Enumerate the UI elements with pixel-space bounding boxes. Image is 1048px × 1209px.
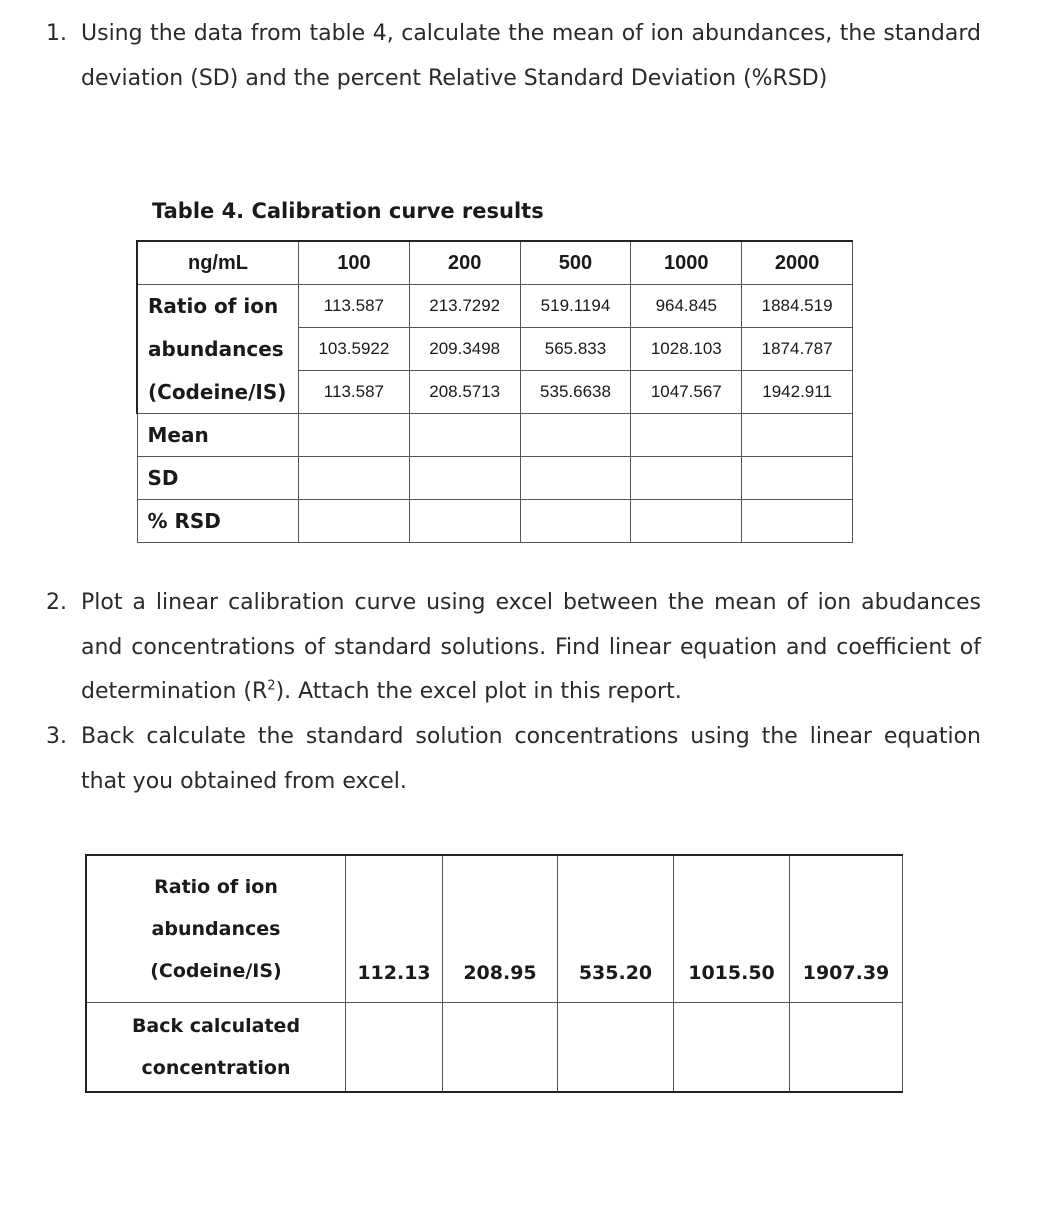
table-cell: 1907.39 (790, 855, 903, 1003)
question-2 (46, 581, 981, 715)
empty-cell (520, 457, 631, 500)
table-cell: 1884.519 (742, 285, 853, 328)
question-text-part: ). Attach the excel plot in this report. (275, 679, 682, 704)
table-cell: 519.1194 (520, 285, 631, 328)
empty-cell (631, 500, 742, 543)
question-1 (46, 12, 981, 101)
empty-cell (299, 414, 410, 457)
table-cell: 535.6638 (520, 371, 631, 414)
empty-cell (742, 457, 853, 500)
empty-cell (790, 1003, 903, 1093)
empty-cell (742, 414, 853, 457)
empty-cell (631, 457, 742, 500)
table-row (86, 1003, 903, 1093)
empty-cell (443, 1003, 558, 1093)
table-cell: 565.833 (520, 328, 631, 371)
row-label-line: (Codeine/IS) (150, 960, 282, 982)
empty-cell (299, 457, 410, 500)
table-cell: 535.20 (558, 855, 674, 1003)
table-row (137, 500, 853, 543)
empty-cell (742, 500, 853, 543)
row-label: Ratio of ion (137, 285, 299, 328)
empty-cell (631, 414, 742, 457)
header-cell: 1000 (631, 241, 742, 285)
row-label-line: Back calculated (131, 1015, 301, 1037)
empty-cell (558, 1003, 674, 1093)
table-cell: 112.13 (346, 855, 443, 1003)
table-cell: 113.587 (299, 371, 410, 414)
question-text (81, 581, 981, 715)
table-caption: Table 4. Calibration curve results (152, 199, 544, 223)
calibration-table (136, 240, 853, 543)
empty-cell (409, 500, 520, 543)
row-label: Mean (137, 414, 299, 457)
table-header-row (137, 241, 853, 285)
table-row (86, 855, 903, 1003)
table-row (137, 328, 853, 371)
question-number: 1. (46, 21, 67, 46)
row-label: SD (137, 457, 299, 500)
row-label-line: abundances (151, 918, 281, 940)
table-row (137, 285, 853, 328)
table-cell: 1874.787 (742, 328, 853, 371)
row-label (86, 855, 346, 1003)
question-text-part: Plot a linear calibration curve using excel between the mean of ion abudances and concentrations of standard solutions. Find linear equation and coefficient of determination (R (81, 590, 981, 704)
row-label: abundances (137, 328, 299, 371)
table-cell: 213.7292 (409, 285, 520, 328)
row-label: % RSD (137, 500, 299, 543)
table-cell: 208.5713 (409, 371, 520, 414)
empty-cell (520, 500, 631, 543)
back-calculation-table (85, 854, 903, 1093)
empty-cell (346, 1003, 443, 1093)
table-cell: 103.5922 (299, 328, 410, 371)
table-cell: 113.587 (299, 285, 410, 328)
table-cell: 1028.103 (631, 328, 742, 371)
header-cell: 100 (299, 241, 410, 285)
question-number: 2. (46, 590, 67, 615)
table-row (137, 457, 853, 500)
empty-cell (520, 414, 631, 457)
table-cell: 1015.50 (674, 855, 790, 1003)
table-cell: 1942.911 (742, 371, 853, 414)
empty-cell (409, 414, 520, 457)
row-label: (Codeine/IS) (137, 371, 299, 414)
table-cell: 964.845 (631, 285, 742, 328)
table-cell: 208.95 (443, 855, 558, 1003)
row-label (86, 1003, 346, 1093)
row-label-line: Ratio of ion (154, 876, 278, 898)
empty-cell (674, 1003, 790, 1093)
table-row (137, 371, 853, 414)
question-number: 3. (46, 724, 67, 749)
header-cell: 2000 (742, 241, 853, 285)
header-cell: ng/mL (137, 241, 299, 285)
superscript: 2 (267, 678, 276, 694)
header-cell: 500 (520, 241, 631, 285)
table-cell: 1047.567 (631, 371, 742, 414)
row-label-line: concentration (141, 1057, 291, 1079)
question-text: Back calculate the standard solution concentrations using the linear equation that you obtained from excel. (81, 724, 981, 794)
question-3 (46, 715, 981, 804)
table-row (137, 414, 853, 457)
empty-cell (299, 500, 410, 543)
empty-cell (409, 457, 520, 500)
table-cell: 209.3498 (409, 328, 520, 371)
question-text: Using the data from table 4, calculate the mean of ion abundances, the standard deviation (SD) and the percent Relative Standard Deviation (%RSD) (81, 21, 981, 91)
header-cell: 200 (409, 241, 520, 285)
